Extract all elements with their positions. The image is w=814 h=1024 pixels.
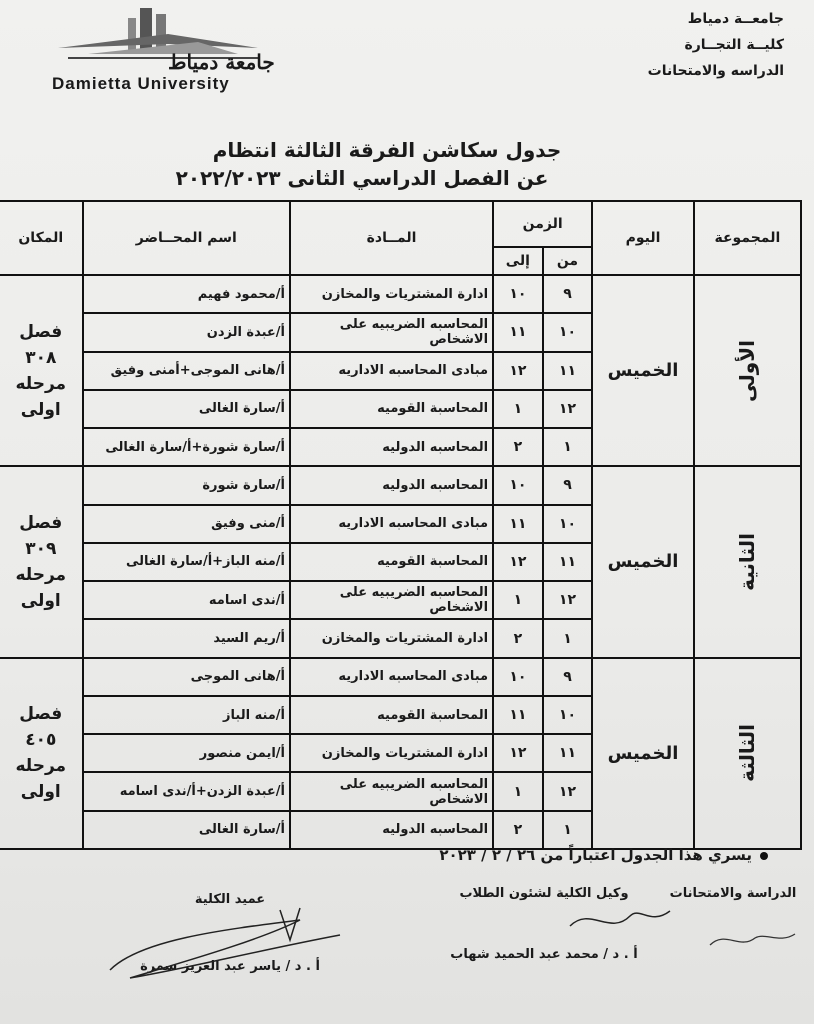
- time-to-cell: ١١: [493, 505, 543, 543]
- time-to-cell: ١١: [493, 313, 543, 351]
- location-line: اولى: [20, 399, 61, 420]
- time-to-cell: ١: [493, 772, 543, 810]
- subject-cell: المحاسبة القوميه: [290, 543, 493, 581]
- group-name-cell: [694, 658, 801, 849]
- signature-title: وكيل الكلية لشئون الطلاب: [459, 886, 629, 901]
- lecturer-cell: أ/عبدة الزدن+أ/ندى اسامه: [83, 772, 290, 810]
- time-from-cell: ١٢: [543, 390, 593, 428]
- location-line: ٣٠٩: [25, 538, 57, 559]
- group-name-cell: [694, 466, 801, 657]
- table-row: [0, 466, 801, 504]
- day-cell: الخميس: [592, 658, 694, 849]
- subject-cell: مبادى المحاسبه الاداريه: [290, 658, 493, 696]
- location-line: مرحله: [15, 756, 67, 777]
- schedule-table: [0, 200, 802, 850]
- bullet-icon: [760, 852, 768, 860]
- time-from-cell: ١٠: [543, 505, 593, 543]
- dean-handwritten-signature-icon: [100, 900, 350, 990]
- lecturer-cell: أ/محمود فهيم: [83, 275, 290, 313]
- group-name: الأولى: [735, 339, 760, 402]
- subject-cell: ادارة المشتريات والمخازن: [290, 275, 493, 313]
- time-to-cell: ١: [493, 390, 543, 428]
- subject-cell: المحاسبه الدوليه: [290, 428, 493, 466]
- header-from: من: [543, 247, 593, 275]
- time-from-cell: ١٢: [543, 581, 593, 619]
- signature-name: أ . د / محمد عبد الحميد شهاب: [450, 947, 638, 962]
- location-line: ٤٠٥: [25, 730, 57, 751]
- location-line: فصل: [19, 512, 63, 533]
- lecturer-cell: أ/منى وفيق: [83, 505, 290, 543]
- lecturer-cell: أ/هانى الموجى: [83, 658, 290, 696]
- time-from-cell: ١١: [543, 352, 593, 390]
- header-to: إلى: [493, 247, 543, 275]
- group-name: الثانية: [735, 533, 760, 591]
- title-line-1: جدول سكاشن الفرقة الثالثة انتظام: [212, 138, 562, 162]
- document-title: [0, 138, 814, 190]
- lecturer-cell: أ/ندى اسامه: [83, 581, 290, 619]
- logo-english-text: Damietta University: [52, 74, 230, 93]
- time-to-cell: ١٢: [493, 734, 543, 772]
- subject-cell: المحاسبه الضريبيه على الاشخاص: [290, 772, 493, 810]
- location-cell: [0, 275, 83, 466]
- time-from-cell: ١١: [543, 734, 593, 772]
- signature-title: عميد الكلية: [194, 892, 266, 907]
- subject-cell: مبادى المحاسبه الاداريه: [290, 352, 493, 390]
- time-from-cell: ٩: [543, 658, 593, 696]
- institution-line-university: جامعــة دمياط: [687, 11, 784, 27]
- location-line: اولى: [20, 590, 61, 611]
- time-from-cell: ١: [543, 619, 593, 657]
- group-name: الثالثة: [735, 724, 760, 783]
- subject-cell: المحاسبه الدوليه: [290, 466, 493, 504]
- validity-note-text: يسري هذا الجدول اعتباراً من ٢٦ / ٢ / ٢٠٢٣: [439, 846, 752, 864]
- vice-dean-handwritten-signature-icon: [560, 896, 680, 946]
- title-line-2: عن الفصل الدراسي الثانى ٢٠٢٢/٢٠٢٣: [175, 166, 549, 190]
- header-time: الزمن: [493, 201, 592, 247]
- time-to-cell: ١١: [493, 696, 543, 734]
- time-to-cell: ٢: [493, 428, 543, 466]
- time-to-cell: ١٠: [493, 658, 543, 696]
- lecturer-cell: أ/سارة الغالى: [83, 390, 290, 428]
- institution-line-department: الدراسه والامتحانات: [647, 63, 784, 79]
- institution-line-faculty: كليــة التجــارة: [684, 37, 784, 53]
- lecturer-cell: أ/ايمن منصور: [83, 734, 290, 772]
- lecturer-cell: أ/منه الباز: [83, 696, 290, 734]
- table-row: [0, 658, 801, 696]
- time-to-cell: ١٢: [493, 352, 543, 390]
- lecturer-cell: أ/عبدة الزدن: [83, 313, 290, 351]
- time-from-cell: ١٠: [543, 696, 593, 734]
- signature-name: أ . د / ياسر عبد العزيز سمرة: [140, 959, 320, 974]
- university-logo: [48, 4, 278, 96]
- institution-block: [648, 6, 784, 84]
- lecturer-cell: أ/منه الباز+أ/سارة الغالى: [83, 543, 290, 581]
- lecturer-cell: أ/سارة شورة+أ/سارة الغالى: [83, 428, 290, 466]
- validity-note: [439, 846, 768, 864]
- day-cell: الخميس: [592, 466, 694, 657]
- location-line: ٣٠٨: [25, 347, 57, 368]
- table-header-row: [0, 201, 801, 247]
- logo-arabic-text: جامعة دمياط: [168, 50, 275, 74]
- location-cell: [0, 466, 83, 657]
- subject-cell: ادارة المشتريات والمخازن: [290, 619, 493, 657]
- time-from-cell: ١٢: [543, 772, 593, 810]
- time-from-cell: ١: [543, 811, 593, 849]
- lecturer-cell: أ/ريم السيد: [83, 619, 290, 657]
- exams-handwritten-signature-icon: [700, 920, 800, 960]
- header-day: اليوم: [592, 201, 694, 275]
- time-to-cell: ١٠: [493, 275, 543, 313]
- location-cell: [0, 658, 83, 849]
- subject-cell: المحاسبه الدوليه: [290, 811, 493, 849]
- time-to-cell: ١٢: [493, 543, 543, 581]
- header-lecturer: اسم المحــاضر: [83, 201, 290, 275]
- location-line: اولى: [20, 782, 61, 803]
- time-from-cell: ٩: [543, 275, 593, 313]
- header-group: المجموعة: [694, 201, 801, 275]
- time-to-cell: ٢: [493, 811, 543, 849]
- subject-cell: المحاسبة القوميه: [290, 390, 493, 428]
- time-from-cell: ٩: [543, 466, 593, 504]
- time-to-cell: ١: [493, 581, 543, 619]
- time-from-cell: ١١: [543, 543, 593, 581]
- subject-cell: ادارة المشتريات والمخازن: [290, 734, 493, 772]
- group-name-cell: [694, 275, 801, 466]
- signature-title: الدراسة والامتحانات: [669, 886, 797, 901]
- subject-cell: مبادى المحاسبه الاداريه: [290, 505, 493, 543]
- location-line: مرحله: [15, 373, 67, 394]
- lecturer-cell: أ/هانى الموجى+أمنى وفيق: [83, 352, 290, 390]
- time-from-cell: ١: [543, 428, 593, 466]
- time-to-cell: ١٠: [493, 466, 543, 504]
- location-line: فصل: [19, 704, 63, 725]
- location-line: مرحله: [15, 564, 67, 585]
- subject-cell: المحاسبه الضريبيه على الاشخاص: [290, 581, 493, 619]
- day-cell: الخميس: [592, 275, 694, 466]
- time-from-cell: ١٠: [543, 313, 593, 351]
- subject-cell: المحاسبه الضريبيه على الاشخاص: [290, 313, 493, 351]
- location-line: فصل: [19, 321, 63, 342]
- table-row: [0, 275, 801, 313]
- schedule-body: [0, 275, 801, 849]
- header-subject: المــادة: [290, 201, 493, 275]
- lecturer-cell: أ/سارة الغالى: [83, 811, 290, 849]
- lecturer-cell: أ/سارة شورة: [83, 466, 290, 504]
- header-location: المكان: [0, 201, 83, 275]
- subject-cell: المحاسبة القوميه: [290, 696, 493, 734]
- time-to-cell: ٢: [493, 619, 543, 657]
